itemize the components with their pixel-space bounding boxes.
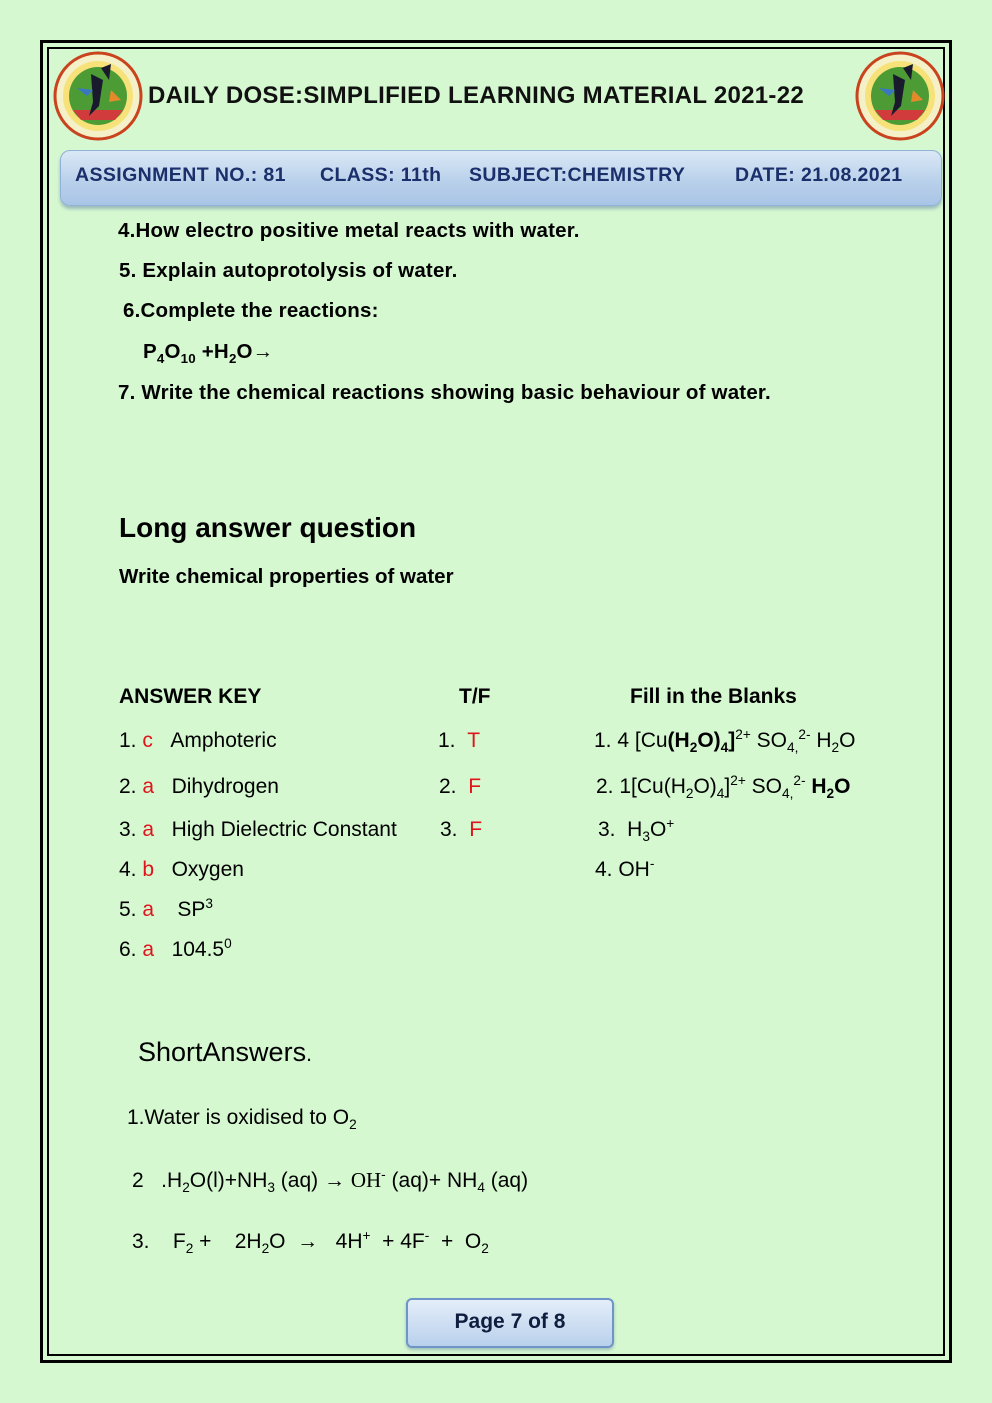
fill-blanks-heading: Fill in the Blanks xyxy=(630,685,797,708)
school-emblem-icon xyxy=(53,50,143,142)
tf-answer-1: 1. T xyxy=(438,729,481,752)
subject-label: SUBJECT:CHEMISTRY xyxy=(469,164,686,186)
mcq-answer-4: 4. b Oxygen xyxy=(119,858,244,881)
mcq-answer-3: 3. a High Dielectric Constant xyxy=(119,818,397,841)
fib-answer-2: 2. $1[Cu(H_2O)_4]^{2+}$ $SO_{4,}^{2-}$ $H_2O$ xyxy=(596,773,851,802)
mcq-answer-1: 1. c Amphoteric xyxy=(119,729,277,752)
page-number-badge: Page 7 of 8 xyxy=(406,1298,614,1348)
fib-answer-1: 1. 4 $[Cu(H_2O)_4]^{2+}$ $SO_{4,}^{2-}$ $H_2O$ xyxy=(594,727,856,756)
question-6: 6.Complete the reactions: xyxy=(123,299,379,322)
question-7: 7. Write the chemical reactions showing basic behaviour of water. xyxy=(118,381,771,404)
fib-answer-4: 4. OH- xyxy=(595,856,655,881)
question-4: 4.How electro positive metal reacts with water. xyxy=(118,219,580,242)
mcq-answer-2: 2. a Dihydrogen xyxy=(119,775,279,798)
long-answer-heading: Long answer question xyxy=(119,512,417,543)
tf-heading: T/F xyxy=(459,685,491,708)
short-answer-3: 3. $F_2$ + $2H_2O \to 4H^+ + 4F^- + O_2$ xyxy=(132,1228,489,1257)
assignment-number: ASSIGNMENT NO.: 81 xyxy=(75,164,286,186)
mcq-answer-5: 5. a $SP^3$ xyxy=(119,896,213,921)
school-emblem-icon xyxy=(855,50,945,142)
date-label: DATE: 21.08.2021 xyxy=(735,164,903,186)
long-answer-question: Write chemical properties of water xyxy=(119,565,454,588)
short-answer-2: 2 $.H_2O(l)+NH_3$ (aq) → OH- $(aq)+ NH_4$ (aq) xyxy=(132,1167,529,1196)
header-title: DAILY DOSE:SIMPLIFIED LEARNING MATERIAL 2021-22 xyxy=(148,82,804,109)
answer-key-heading: ANSWER KEY xyxy=(119,685,262,708)
tf-answer-2: 2. F xyxy=(439,775,482,798)
assignment-bar xyxy=(60,150,942,206)
short-answer-1: 1.Water is oxidised to $O_2$ xyxy=(127,1106,357,1133)
tf-answer-3: 3. F xyxy=(440,818,483,841)
mcq-answer-6: 6. a 104.5$^0$ xyxy=(119,936,232,961)
reaction-equation: $P_4O_{10} +H_2O\to$ xyxy=(143,340,274,367)
fib-answer-3: 3. $H_3O^+$ xyxy=(598,816,675,845)
class-label: CLASS: 11th xyxy=(320,164,442,186)
short-answers-heading: ShortAnswers. xyxy=(138,1037,312,1067)
question-5: 5. Explain autoprotolysis of water. xyxy=(119,259,458,282)
